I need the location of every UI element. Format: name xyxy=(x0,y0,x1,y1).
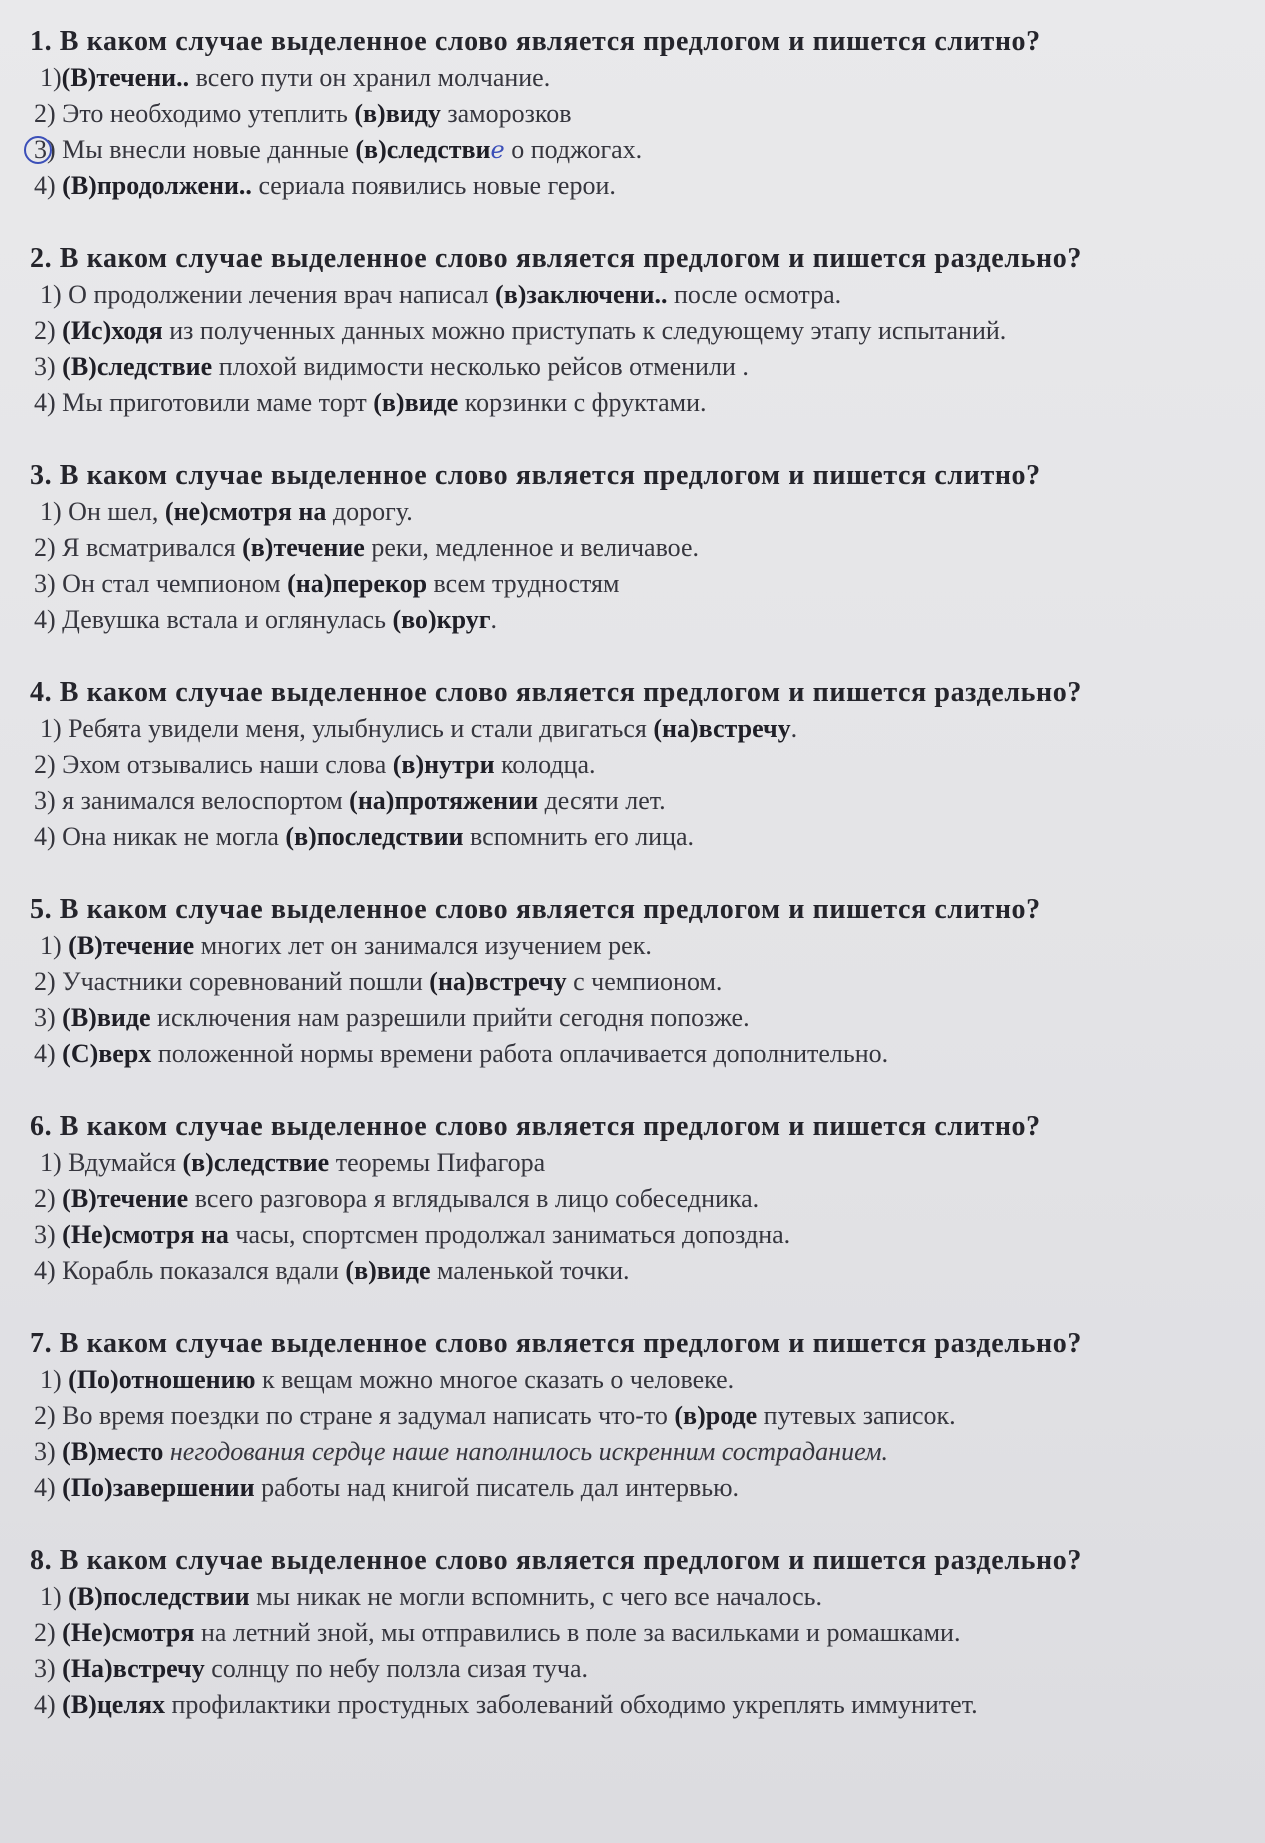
option-number: 4) xyxy=(34,1039,56,1068)
handwritten-circle-mark xyxy=(24,136,52,164)
answer-option xyxy=(30,1615,1225,1651)
handwritten-letter: е xyxy=(490,136,505,164)
question-4 xyxy=(30,675,1225,855)
option-number: 1) xyxy=(40,714,62,743)
answer-option xyxy=(30,385,1225,421)
highlighted-word: (В)течени.. xyxy=(61,63,190,92)
option-text-before: Девушка встала и оглянулась xyxy=(55,605,393,634)
highlighted-word: (По)отношению xyxy=(68,1365,256,1394)
question-1 xyxy=(30,24,1225,204)
option-number: 1) xyxy=(40,1365,62,1394)
answer-option-selected xyxy=(30,132,1225,168)
option-text-before: Я всматривался xyxy=(55,533,243,562)
highlighted-word: (В)следствие xyxy=(62,352,213,381)
answer-option xyxy=(30,1398,1225,1434)
highlighted-word: (На)встречу xyxy=(62,1654,205,1683)
option-text-before: Он шел, xyxy=(61,497,165,526)
answer-option xyxy=(30,313,1225,349)
answer-option xyxy=(30,494,1225,530)
highlighted-word: (В)продолжени.. xyxy=(62,171,252,200)
highlighted-word: (По)завершении xyxy=(62,1473,255,1502)
question-title: 2. В каком случае выделенное слово является предлогом и пишется раздельно? xyxy=(30,243,1082,274)
highlighted-word: (в)следствие xyxy=(182,1148,330,1177)
option-text-after: на летний зной, мы отправились в поле за васильками и ромашками. xyxy=(194,1618,961,1647)
option-text-before: Она никак не могла xyxy=(55,822,286,851)
option-number: 3) xyxy=(34,786,56,815)
answer-option xyxy=(30,96,1225,132)
option-text-after: теоремы Пифагора xyxy=(329,1148,546,1177)
option-text-after: корзинки с фруктами. xyxy=(458,388,707,417)
answer-option xyxy=(30,168,1225,204)
answer-option xyxy=(30,1253,1225,1289)
answer-option xyxy=(30,1651,1225,1687)
option-number: 3) xyxy=(34,352,56,381)
option-text-after: негодования сердце наше наполнилось искренним состраданием. xyxy=(163,1437,889,1466)
option-text-before: Корабль показался вдали xyxy=(55,1256,346,1285)
highlighted-word: (С)верх xyxy=(62,1039,152,1068)
answer-option xyxy=(30,1145,1225,1181)
question-8 xyxy=(30,1543,1225,1723)
option-text-after: десяти лет. xyxy=(538,786,666,815)
answer-option xyxy=(30,1000,1225,1036)
answer-option xyxy=(30,60,1225,96)
option-number: 1) xyxy=(40,1148,62,1177)
answer-option xyxy=(30,530,1225,566)
option-text-after: солнцу по небу ползла сизая туча. xyxy=(204,1654,589,1683)
highlighted-word: (В)последствии xyxy=(68,1582,250,1611)
option-number: 4) xyxy=(34,605,56,634)
answer-option xyxy=(30,964,1225,1000)
option-text-after: исключения нам разрешили прийти сегодня попозже. xyxy=(150,1003,750,1032)
option-text-after: всем трудностям xyxy=(427,569,620,598)
option-number: 3) xyxy=(34,1003,56,1032)
option-text-before: Участники соревнований пошли xyxy=(55,967,430,996)
option-text-before: Мы приготовили маме торт xyxy=(55,388,374,417)
option-text-after: к вещам можно многое сказать о человеке. xyxy=(255,1365,735,1394)
answer-option xyxy=(30,819,1225,855)
option-number: 1) xyxy=(40,280,62,309)
option-text-after: о поджогах. xyxy=(504,135,643,164)
option-text-after: положенной нормы времени работа оплачивается дополнительно. xyxy=(151,1039,889,1068)
option-text-after: из полученных данных можно приступать к следующему этапу испытаний. xyxy=(162,316,1007,345)
answer-option xyxy=(30,602,1225,638)
option-text-after: всего разговора я вглядывался в лицо собеседника. xyxy=(188,1184,760,1213)
option-text-after: многих лет он занимался изучением рек. xyxy=(194,931,652,960)
question-title: 4. В каком случае выделенное слово является предлогом и пишется раздельно? xyxy=(30,677,1082,708)
option-text-before: я занимался велоспортом xyxy=(55,786,350,815)
option-number: 3) xyxy=(34,1220,56,1249)
answer-option xyxy=(30,1470,1225,1506)
option-number: 4) xyxy=(34,822,56,851)
option-text-before: Эхом отзывались наши слова xyxy=(55,750,393,779)
option-text-before: Во время поездки по стране я задумал написать что-то xyxy=(55,1401,675,1430)
option-text-after: часы, спортсмен продолжал заниматься допоздна. xyxy=(228,1220,791,1249)
option-number: 3) xyxy=(34,569,56,598)
option-text-after: с чемпионом. xyxy=(566,967,723,996)
option-text-after: путевых записок. xyxy=(757,1401,956,1430)
option-number: 4) xyxy=(34,1473,56,1502)
option-text-after: реки, медленное и величавое. xyxy=(364,533,700,562)
question-2 xyxy=(30,241,1225,421)
option-number: 1) xyxy=(40,1582,62,1611)
option-number: 2) xyxy=(34,750,56,779)
option-number: 4) xyxy=(34,388,56,417)
answer-option xyxy=(30,1181,1225,1217)
highlighted-word: (на)перекор xyxy=(287,569,428,598)
option-text-before: Мы внесли новые данные xyxy=(55,135,356,164)
answer-option xyxy=(30,1579,1225,1615)
highlighted-word: (в)последствии xyxy=(285,822,464,851)
highlighted-word: (В)течение xyxy=(68,931,195,960)
option-text-after: маленькой точки. xyxy=(430,1256,630,1285)
highlighted-word: (не)смотря на xyxy=(164,497,327,526)
option-text-after: сериала появились новые герои. xyxy=(251,171,616,200)
option-number: 4) xyxy=(34,171,56,200)
answer-option xyxy=(30,711,1225,747)
option-text-after: после осмотра. xyxy=(667,280,842,309)
highlighted-word: (Не)смотря xyxy=(62,1618,195,1647)
option-text-before: Ребята увидели меня, улыбнулись и стали двигаться xyxy=(61,714,654,743)
highlighted-word: (Не)смотря на xyxy=(62,1220,229,1249)
highlighted-word: (В)целях xyxy=(62,1690,166,1719)
answer-option xyxy=(30,1217,1225,1253)
option-text-after: колодца. xyxy=(494,750,596,779)
option-number: 4) xyxy=(34,1256,56,1285)
option-number: 2) xyxy=(34,967,56,996)
option-number: 2) xyxy=(34,1401,56,1430)
option-text-after: мы никак не могли вспомнить, с чего все началось. xyxy=(249,1582,822,1611)
question-title: 5. В каком случае выделенное слово является предлогом и пишется слитно? xyxy=(30,894,1041,925)
question-title: 7. В каком случае выделенное слово является предлогом и пишется раздельно? xyxy=(30,1328,1082,1359)
option-number: 3) xyxy=(34,135,56,164)
option-number: 2) xyxy=(34,316,56,345)
question-3 xyxy=(30,458,1225,638)
answer-option xyxy=(30,277,1225,313)
answer-option xyxy=(30,1434,1225,1470)
highlighted-word: (В)течение xyxy=(62,1184,189,1213)
question-title: 6. В каком случае выделенное слово является предлогом и пишется слитно? xyxy=(30,1111,1041,1142)
option-text-after: вспомнить его лица. xyxy=(463,822,695,851)
option-number: 1) xyxy=(40,931,62,960)
highlighted-word: (в)виде xyxy=(345,1256,431,1285)
option-number: 1) xyxy=(40,63,62,92)
option-text-after: заморозков xyxy=(440,99,572,128)
highlighted-word: (на)протяжении xyxy=(349,786,539,815)
highlighted-word: (в)виде xyxy=(373,388,459,417)
option-text-after: профилактики простудных заболеваний обходимо укреплять иммунитет. xyxy=(165,1690,978,1719)
option-text-after: . xyxy=(490,605,498,634)
question-7 xyxy=(30,1326,1225,1506)
highlighted-word: (в)течение xyxy=(242,533,365,562)
answer-option xyxy=(30,566,1225,602)
highlighted-word: (в)следстви xyxy=(355,135,491,164)
answer-option xyxy=(30,928,1225,964)
option-text-before: О продолжении лечения врач написал xyxy=(61,280,496,309)
question-title: 8. В каком случае выделенное слово является предлогом и пишется раздельно? xyxy=(30,1545,1082,1576)
highlighted-word: (в)роде xyxy=(674,1401,758,1430)
answer-option xyxy=(30,1687,1225,1723)
option-text-before: Это необходимо утеплить xyxy=(55,99,355,128)
option-number: 3) xyxy=(34,1437,56,1466)
option-text-after: дорогу. xyxy=(326,497,413,526)
answer-option xyxy=(30,1362,1225,1398)
answer-option xyxy=(30,783,1225,819)
highlighted-word: (на)встречу xyxy=(429,967,567,996)
answer-option xyxy=(30,747,1225,783)
option-text-after: всего пути он хранил молчание. xyxy=(189,63,551,92)
option-number: 3) xyxy=(34,1654,56,1683)
answer-option xyxy=(30,349,1225,385)
option-text-before: Вдумайся xyxy=(61,1148,183,1177)
highlighted-word: (Ис)ходя xyxy=(62,316,163,345)
question-6 xyxy=(30,1109,1225,1289)
option-number: 2) xyxy=(34,99,56,128)
option-text-after: работы над книгой писатель дал интервью. xyxy=(254,1473,740,1502)
option-text-after: . xyxy=(790,714,798,743)
highlighted-word: (в)нутри xyxy=(392,750,495,779)
option-number: 4) xyxy=(34,1690,56,1719)
option-text-before: Он стал чемпионом xyxy=(55,569,288,598)
highlighted-word: (В)виде xyxy=(62,1003,151,1032)
option-number: 2) xyxy=(34,533,56,562)
option-number: 2) xyxy=(34,1618,56,1647)
highlighted-word: (на)встречу xyxy=(653,714,791,743)
question-5 xyxy=(30,892,1225,1072)
question-title: 1. В каком случае выделенное слово является предлогом и пишется слитно? xyxy=(30,26,1041,57)
highlighted-word: (В)место xyxy=(62,1437,164,1466)
answer-option xyxy=(30,1036,1225,1072)
option-number: 2) xyxy=(34,1184,56,1213)
highlighted-word: (в)виду xyxy=(354,99,441,128)
highlighted-word: (во)круг xyxy=(392,605,491,634)
highlighted-word: (в)заключени.. xyxy=(495,280,668,309)
option-number: 1) xyxy=(40,497,62,526)
question-title: 3. В каком случае выделенное слово является предлогом и пишется слитно? xyxy=(30,460,1041,491)
option-text-after: плохой видимости несколько рейсов отменили . xyxy=(212,352,749,381)
